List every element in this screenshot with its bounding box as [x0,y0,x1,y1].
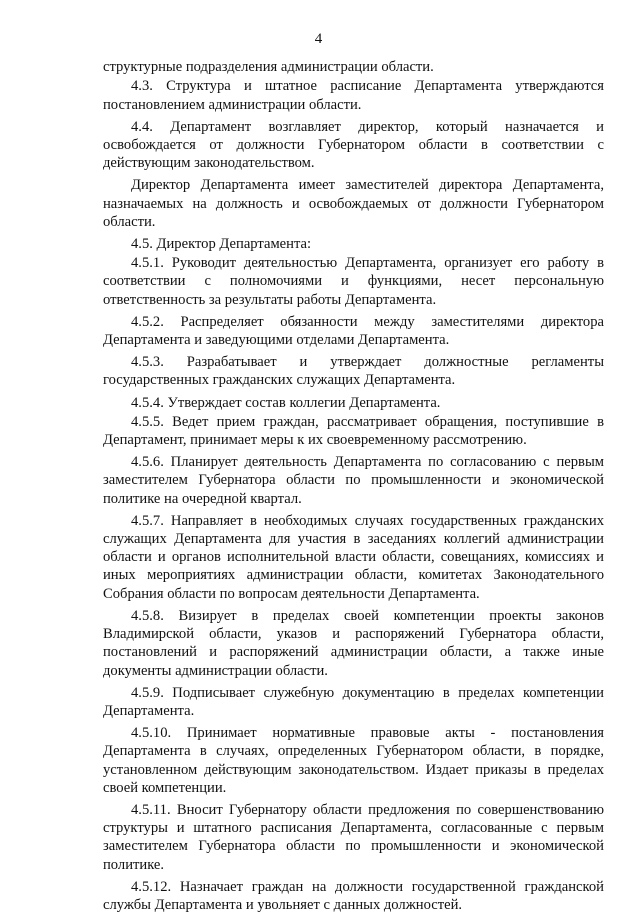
paragraph-deputies: Директор Департамента имеет заместителей директора Департамента, назначаемых на должность и освобождаемых от должности Губернатором области. [103,177,604,230]
paragraph-4-5-4: 4.5.4. Утверждает состав коллегии Департамента. [131,394,441,411]
paragraph-4-3: 4.3. Структура и штатное расписание Департамента утверждаются постановлением администрации области. [103,78,604,113]
paragraph-4-5-10: 4.5.10. Принимает нормативные правовые акты - постановления Департамента в случаях, определенных Губернатором области, в порядке, установленном действующим законодательством. Издает приказы в пределах своей компетенции. [103,725,604,796]
paragraph-4-5-heading: 4.5. Директор Департамента: [131,236,312,253]
page-number: 4 [314,31,323,47]
paragraph-4-5-7: 4.5.7. Направляет в необходимых случаях государственных гражданских служащих Департамента для участия в заседаниях коллегий администрации области и органов исполнительной власти области, совещаниях, комиссиях и иных мероприятиях администрации области, комитетах Законодательного Собрания области по вопросам деятельности Департамента. [103,512,604,602]
paragraph-4-5-2: 4.5.2. Распределяет обязанности между заместителями директора Департамента и заведующими отделами Департамента. [103,313,604,349]
paragraph-4-5-1: 4.5.1. Руководит деятельностью Департамента, организует его работу в соответствии с полномочиями и функциями, несет персональную ответственность за результаты работы Департамента. [103,255,604,308]
paragraph-4-5-3: 4.5.3. Разрабатывает и утверждает должностные регламенты государственных гражданских служащих Департамента. [103,354,604,389]
paragraph-4-4: 4.4. Департамент возглавляет директор, который назначается и освобождается от должности Губернатором области в соответствии с действующим законодательством. [103,118,604,172]
paragraph-4-5-11: 4.5.11. Вносит Губернатору области предложения по совершенствованию структуры и штатного расписания Департамента, согласованные с первым заместителем Губернатора области по промышленности и экономической политике. [103,801,604,873]
paragraph-4-5-8: 4.5.8. Визирует в пределах своей компетенции проекты законов Владимирской области, указов и распоряжений Губернатора области, постановлений и распоряжений администрации области, а также иные документы администрации области. [103,607,604,679]
paragraph-4-5-6: 4.5.6. Планирует деятельность Департамента по согласованию с первым заместителем Губернатора области по промышленности и экономической политике на очередной квартал. [103,454,604,507]
paragraph-4-5-9: 4.5.9. Подписывает служебную документацию в пределах компетенции Департамента. [103,684,604,719]
paragraph-continuation: структурные подразделения администрации области. [103,59,434,76]
paragraph-4-5-12: 4.5.12. Назначает граждан на должности государственной гражданской службы Департамента и увольняет с данных должностей. [103,878,604,913]
paragraph-4-5-5: 4.5.5. Ведет прием граждан, рассматривает обращения, поступившие в Департамент, принимает меры к их своевременному рассмотрению. [103,413,604,449]
